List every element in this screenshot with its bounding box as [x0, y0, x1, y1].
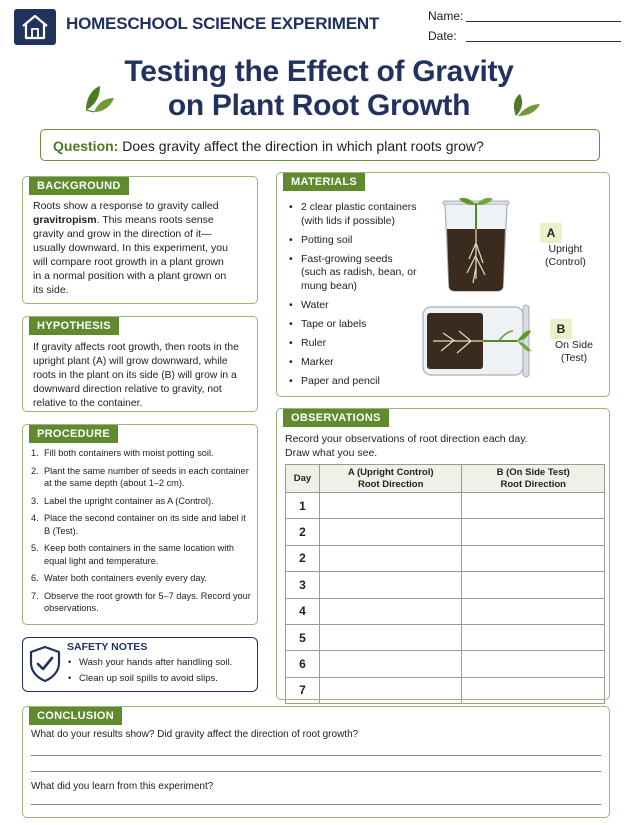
table-row: [286, 624, 605, 650]
container-b-caption: On Side (Test): [555, 339, 593, 364]
shield-check-icon: [28, 645, 62, 683]
answer-line[interactable]: [31, 804, 601, 805]
safety-item: • Clean up soil spills to avoid slips.: [67, 673, 253, 685]
date-field[interactable]: [466, 41, 621, 42]
procedure-step: 7. Observe the root growth for 5–7 days. Record your observations.: [31, 590, 251, 613]
column-header-b: B (On Side Test) Root Direction: [462, 465, 605, 493]
observation-cell-a[interactable]: [319, 598, 462, 624]
day-number: 2: [286, 519, 320, 545]
observations-table: [285, 464, 605, 704]
observation-cell-a[interactable]: [319, 572, 462, 598]
table-row: [286, 519, 605, 545]
title-line-2: on Plant Root Growth: [167, 89, 471, 122]
observation-cell-b[interactable]: [462, 598, 605, 624]
procedure-step: 3. Label the upright container as A (Control).: [31, 495, 214, 506]
procedure-step: 4. Place the second container on its side and label it B (Test).: [31, 513, 246, 536]
conclusion-question-2: What did you learn from this experiment?: [31, 781, 214, 792]
house-icon: [20, 13, 50, 41]
observation-cell-a[interactable]: [319, 545, 462, 571]
conclusion-question-1: What do your results show? Did gravity affect the direction of root growth?: [31, 729, 359, 740]
upright-container-illustration: [437, 183, 517, 295]
table-row: [286, 545, 605, 571]
day-number: 3: [286, 572, 320, 598]
day-number: 2: [286, 545, 320, 571]
date-label: Date:: [428, 29, 457, 43]
materials-item: • 2 clear plastic containers (with lids if possible): [287, 201, 421, 228]
materials-item: • Paper and pencil: [287, 375, 421, 389]
procedure-panel: [22, 424, 258, 625]
materials-item: • Ruler: [287, 337, 421, 351]
materials-item: • Potting soil: [287, 234, 421, 248]
observations-panel: [276, 408, 610, 700]
table-row: [286, 493, 605, 519]
conclusion-tag: CONCLUSION: [29, 707, 122, 725]
container-a-caption: Upright (Control): [545, 243, 586, 268]
table-row: [286, 572, 605, 598]
gravitropism-term: gravitropism: [33, 214, 97, 226]
observations-instructions: Record your observations of root direction each day. Draw what you see.: [285, 433, 528, 459]
materials-item: • Marker: [287, 356, 421, 370]
procedure-list: [31, 447, 253, 620]
header-title: HOMESCHOOL SCIENCE EXPERIMENT: [66, 14, 380, 33]
materials-item: • Water: [287, 299, 421, 313]
procedure-step: 6. Water both containers evenly every day.: [31, 573, 207, 583]
hypothesis-text: If gravity affects root growth, then roots in the upright plant (A) will grow downward, while roots in the plant on its side (B) will grow in a downward direction relative to gravity, not relative to the container.: [33, 342, 239, 409]
question-box: [40, 129, 600, 161]
observation-cell-a[interactable]: [319, 677, 462, 703]
safety-list: [67, 657, 253, 689]
background-text: Roots show a response to gravity called gravitropism. This means roots sense gravity and grow in the direction of it—usually downward. In this experiment, you will compare root growth in a plant grown in a normal position with a plant grown on its side.: [33, 200, 228, 296]
question-text: Does gravity affect the direction in which plant roots grow?: [122, 138, 484, 154]
day-number: 4: [286, 598, 320, 624]
hypothesis-panel: [22, 316, 258, 412]
logo: [14, 9, 56, 45]
observation-cell-b[interactable]: [462, 545, 605, 571]
observation-cell-b[interactable]: [462, 572, 605, 598]
question-label: Question:: [53, 138, 119, 154]
side-container-illustration: [419, 301, 539, 381]
safety-panel: [22, 637, 258, 692]
leaf-icon: [80, 82, 116, 114]
observation-cell-b[interactable]: [462, 651, 605, 677]
table-row: [286, 651, 605, 677]
procedure-tag: PROCEDURE: [29, 425, 118, 443]
title-line-1: Testing the Effect of Gravity: [124, 55, 514, 88]
observation-cell-a[interactable]: [319, 519, 462, 545]
materials-item: • Tape or labels: [287, 318, 421, 332]
observation-cell-a[interactable]: [319, 624, 462, 650]
conclusion-panel: [22, 706, 610, 818]
observation-cell-b[interactable]: [462, 624, 605, 650]
answer-line[interactable]: [31, 755, 601, 756]
background-tag: BACKGROUND: [29, 177, 129, 195]
materials-tag: MATERIALS: [283, 173, 365, 191]
column-header-a: A (Upright Control) Root Direction: [319, 465, 462, 493]
materials-list: [287, 201, 421, 394]
column-header-day: Day: [286, 465, 320, 493]
procedure-step: 1. Fill both containers with moist potting soil.: [31, 448, 214, 458]
answer-line[interactable]: [31, 771, 601, 772]
day-number: 1: [286, 493, 320, 519]
materials-item: • Fast-growing seeds (such as radish, bean, or mung bean): [287, 253, 421, 294]
leaf-icon: [508, 90, 544, 118]
day-number: 6: [286, 651, 320, 677]
procedure-step: 2. Plant the same number of seeds in each container at the same depth (about 1–2 cm).: [31, 465, 249, 488]
observation-cell-b[interactable]: [462, 519, 605, 545]
safety-item: • Wash your hands after handling soil.: [67, 657, 253, 669]
observation-cell-b[interactable]: [462, 493, 605, 519]
table-row: [286, 598, 605, 624]
background-panel: [22, 176, 258, 304]
observation-cell-a[interactable]: [319, 493, 462, 519]
table-row: [286, 677, 605, 703]
hypothesis-tag: HYPOTHESIS: [29, 317, 119, 335]
name-field[interactable]: [466, 21, 621, 22]
container-a-label: A: [540, 223, 562, 243]
name-label: Name:: [428, 9, 464, 23]
observation-cell-a[interactable]: [319, 651, 462, 677]
observation-cell-b[interactable]: [462, 677, 605, 703]
procedure-step: 5. Keep both containers in the same location with equal light and temperature.: [31, 543, 234, 566]
materials-panel: [276, 172, 610, 397]
observations-tag: OBSERVATIONS: [283, 409, 389, 427]
safety-title: SAFETY NOTES: [67, 641, 148, 653]
container-b-label: B: [550, 319, 572, 339]
day-number: 7: [286, 677, 320, 703]
day-number: 5: [286, 624, 320, 650]
